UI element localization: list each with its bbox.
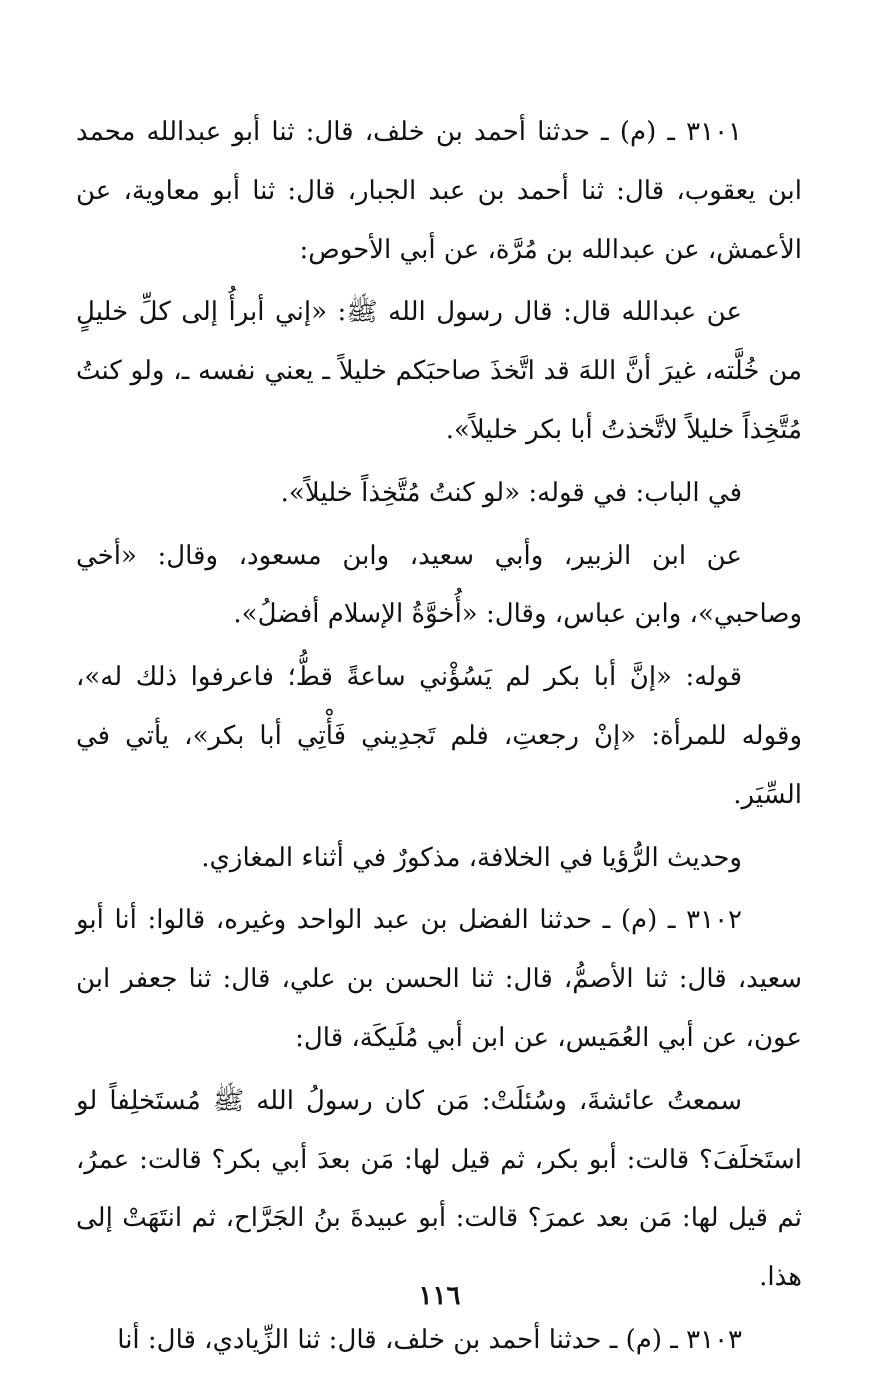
hadith-3103-isnad: ٣١٠٣ ـ (م) ـ حدثنا أحمد بن خلف، قال: ثنا الزِّيادي، قال: أنا <box>117 1324 742 1355</box>
hadith-3102-matn: سمعتُ عائشةَ، وسُئلَتْ: مَن كان رسولُ الله ﷺ مُستَخلِفاً لو استَخلَفَ؟ قالت: أبو بكر، ثم قيل لها: مَن بعدَ أبي بكر؟ قالت: عمرُ، ثم قيل لها: مَن بعد عمرَ؟ قالت: أبو عبيدةَ بنُ الجَرَّاح، ثم انتَهَتْ إلى هذا. <box>76 1085 802 1293</box>
page-number: ١١٦ <box>418 1281 461 1311</box>
hadith-3101-matn: عن عبدالله قال: قال رسول الله ﷺ: «إني أبرأُ إلى كلِّ خليلٍ من خُلَّته، غيرَ أنَّ اللهَ قد اتَّخذَ صاحبَكم خليلاً ـ يعني نفسه ـ، ولو كنتُ مُتَّخِذاً خليلاً لاتَّخذتُ أبا بكر خليلاً». <box>76 297 802 445</box>
chapter-note-sayings: قوله: «إنَّ أبا بكر لم يَسُؤْني ساعةً قطُّ؛ فاعرفوا ذلك له»، وقوله للمرأة: «إنْ رجعتِ، فلم تَجدِيني فَأْتِي أبا بكر»، يأتي في السِّيَر. <box>76 662 802 810</box>
chapter-note-heading: في الباب: في قوله: «لو كنتُ مُتَّخِذاً خليلاً». <box>280 477 742 508</box>
page-body-text <box>76 103 802 1370</box>
chapter-note-narrators: عن ابن الزبير، وأبي سعيد، وابن مسعود، وقال: «أخي وصاحبي»، وابن عباس، وقال: «أُخوَّةُ الإسلام أفضلُ». <box>76 540 802 630</box>
hadith-3102-isnad: ٣١٠٢ ـ (م) ـ حدثنا الفضل بن عبد الواحد وغيره، قالوا: أنا أبو سعيد، قال: ثنا الأصمُّ، قال: ثنا الحسن بن علي، قال: ثنا جعفر ابن عون، عن أبي العُمَيس، عن ابن أبي مُلَيكَة، قال: <box>76 905 802 1053</box>
chapter-note-dream: وحديث الرُّؤيا في الخلافة، مذكورٌ في أثناء المغازي. <box>201 842 742 873</box>
hadith-3101-isnad: ٣١٠١ ـ (م) ـ حدثنا أحمد بن خلف، قال: ثنا أبو عبدالله محمد ابن يعقوب، قال: ثنا أحمد بن عبد الجبار، قال: ثنا أبو معاوية، عن الأعمش، عن عبدالله بن مُرَّة، عن أبي الأحوص: <box>76 117 802 265</box>
